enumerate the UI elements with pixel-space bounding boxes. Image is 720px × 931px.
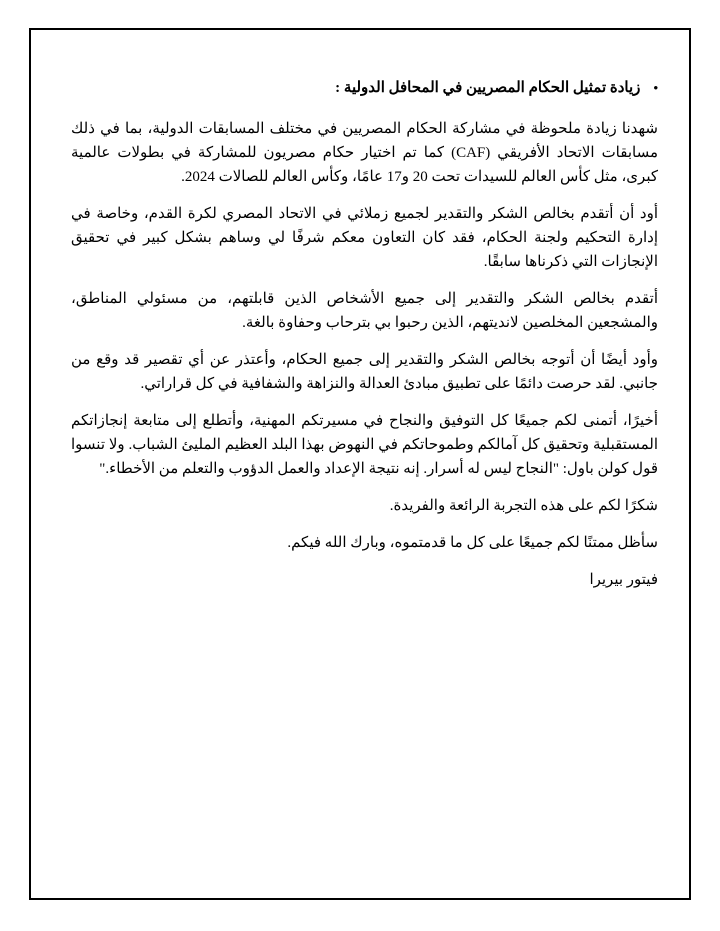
paragraph-thanks-experience: شكرًا لكم على هذه التجربة الرائعة والفريدة. bbox=[389, 498, 658, 514]
signature: فيتور بيريرا bbox=[589, 572, 658, 588]
document-heading bbox=[71, 76, 658, 100]
document-border bbox=[29, 28, 691, 900]
paragraph-thanks-federation: أود أن أتقدم بخالص الشكر والتقدير لجميع زملائي في الاتحاد المصري لكرة القدم، وخاصة في إدارة التحكيم ولجنة الحكام، فقد كان التعاون معكم شرفًا لي وساهم بشكل كبير في تحقيق الإنجازات التي ذكرناها سابقًا. bbox=[71, 206, 658, 270]
paragraph-international-participation: شهدنا زيادة ملحوظة في مشاركة الحكام المصريين في مختلف المسابقات الدولية، بما في ذلك مسابقات الاتحاد الأفريقي (CAF) كما تم اختيار حكام مصريون للمشاركة في بطولات عالمية كبرى، مثل كأس العالم للسيدات تحت 20 و17 عامًا، وكأس العالم للصالات 2024. bbox=[71, 121, 659, 185]
bullet-icon: • bbox=[653, 80, 658, 95]
paragraph-gratitude-blessing: سأظل ممتنًا لكم جميعًا على كل ما قدمتموه، وبارك الله فيكم. bbox=[287, 535, 658, 551]
paragraph-thanks-referees-apology: وأود أيضًا أن أتوجه بخالص الشكر والتقدير إلى جميع الحكام، وأعتذر عن أي تقصير قد وقع من جانبي. لقد حرصت دائمًا على تطبيق مبادئ العدالة والنزاهة والشفافية في كل قراراتي. bbox=[71, 352, 658, 392]
paragraph-farewell-wishes-quote: أخيرًا، أتمنى لكم جميعًا كل التوفيق والنجاح في مسيرتكم المهنية، وأتطلع إلى متابعة إنجازاتكم المستقبلية وتحقيق كل آمالكم وطموحاتكم في النهوض بهذا البلد العظيم المليئ الشباب. ولا تنسوا قول كولن باول: "النجاح ليس له أسرار. إنه نتيجة الإعداد والعمل الدؤوب والتعلم من الأخطاء." bbox=[71, 413, 658, 477]
heading-title: زيادة تمثيل الحكام المصريين في المحافل الدولية : bbox=[335, 80, 641, 96]
document-content bbox=[71, 76, 658, 592]
paragraph-thanks-officials: أتقدم بخالص الشكر والتقدير إلى جميع الأشخاص الذين قابلتهم، من مسئولي المناطق، والمشجعين المخلصين لانديتهم، الذين رحبوا بي بترحاب وحفاوة بالغة. bbox=[71, 291, 658, 331]
